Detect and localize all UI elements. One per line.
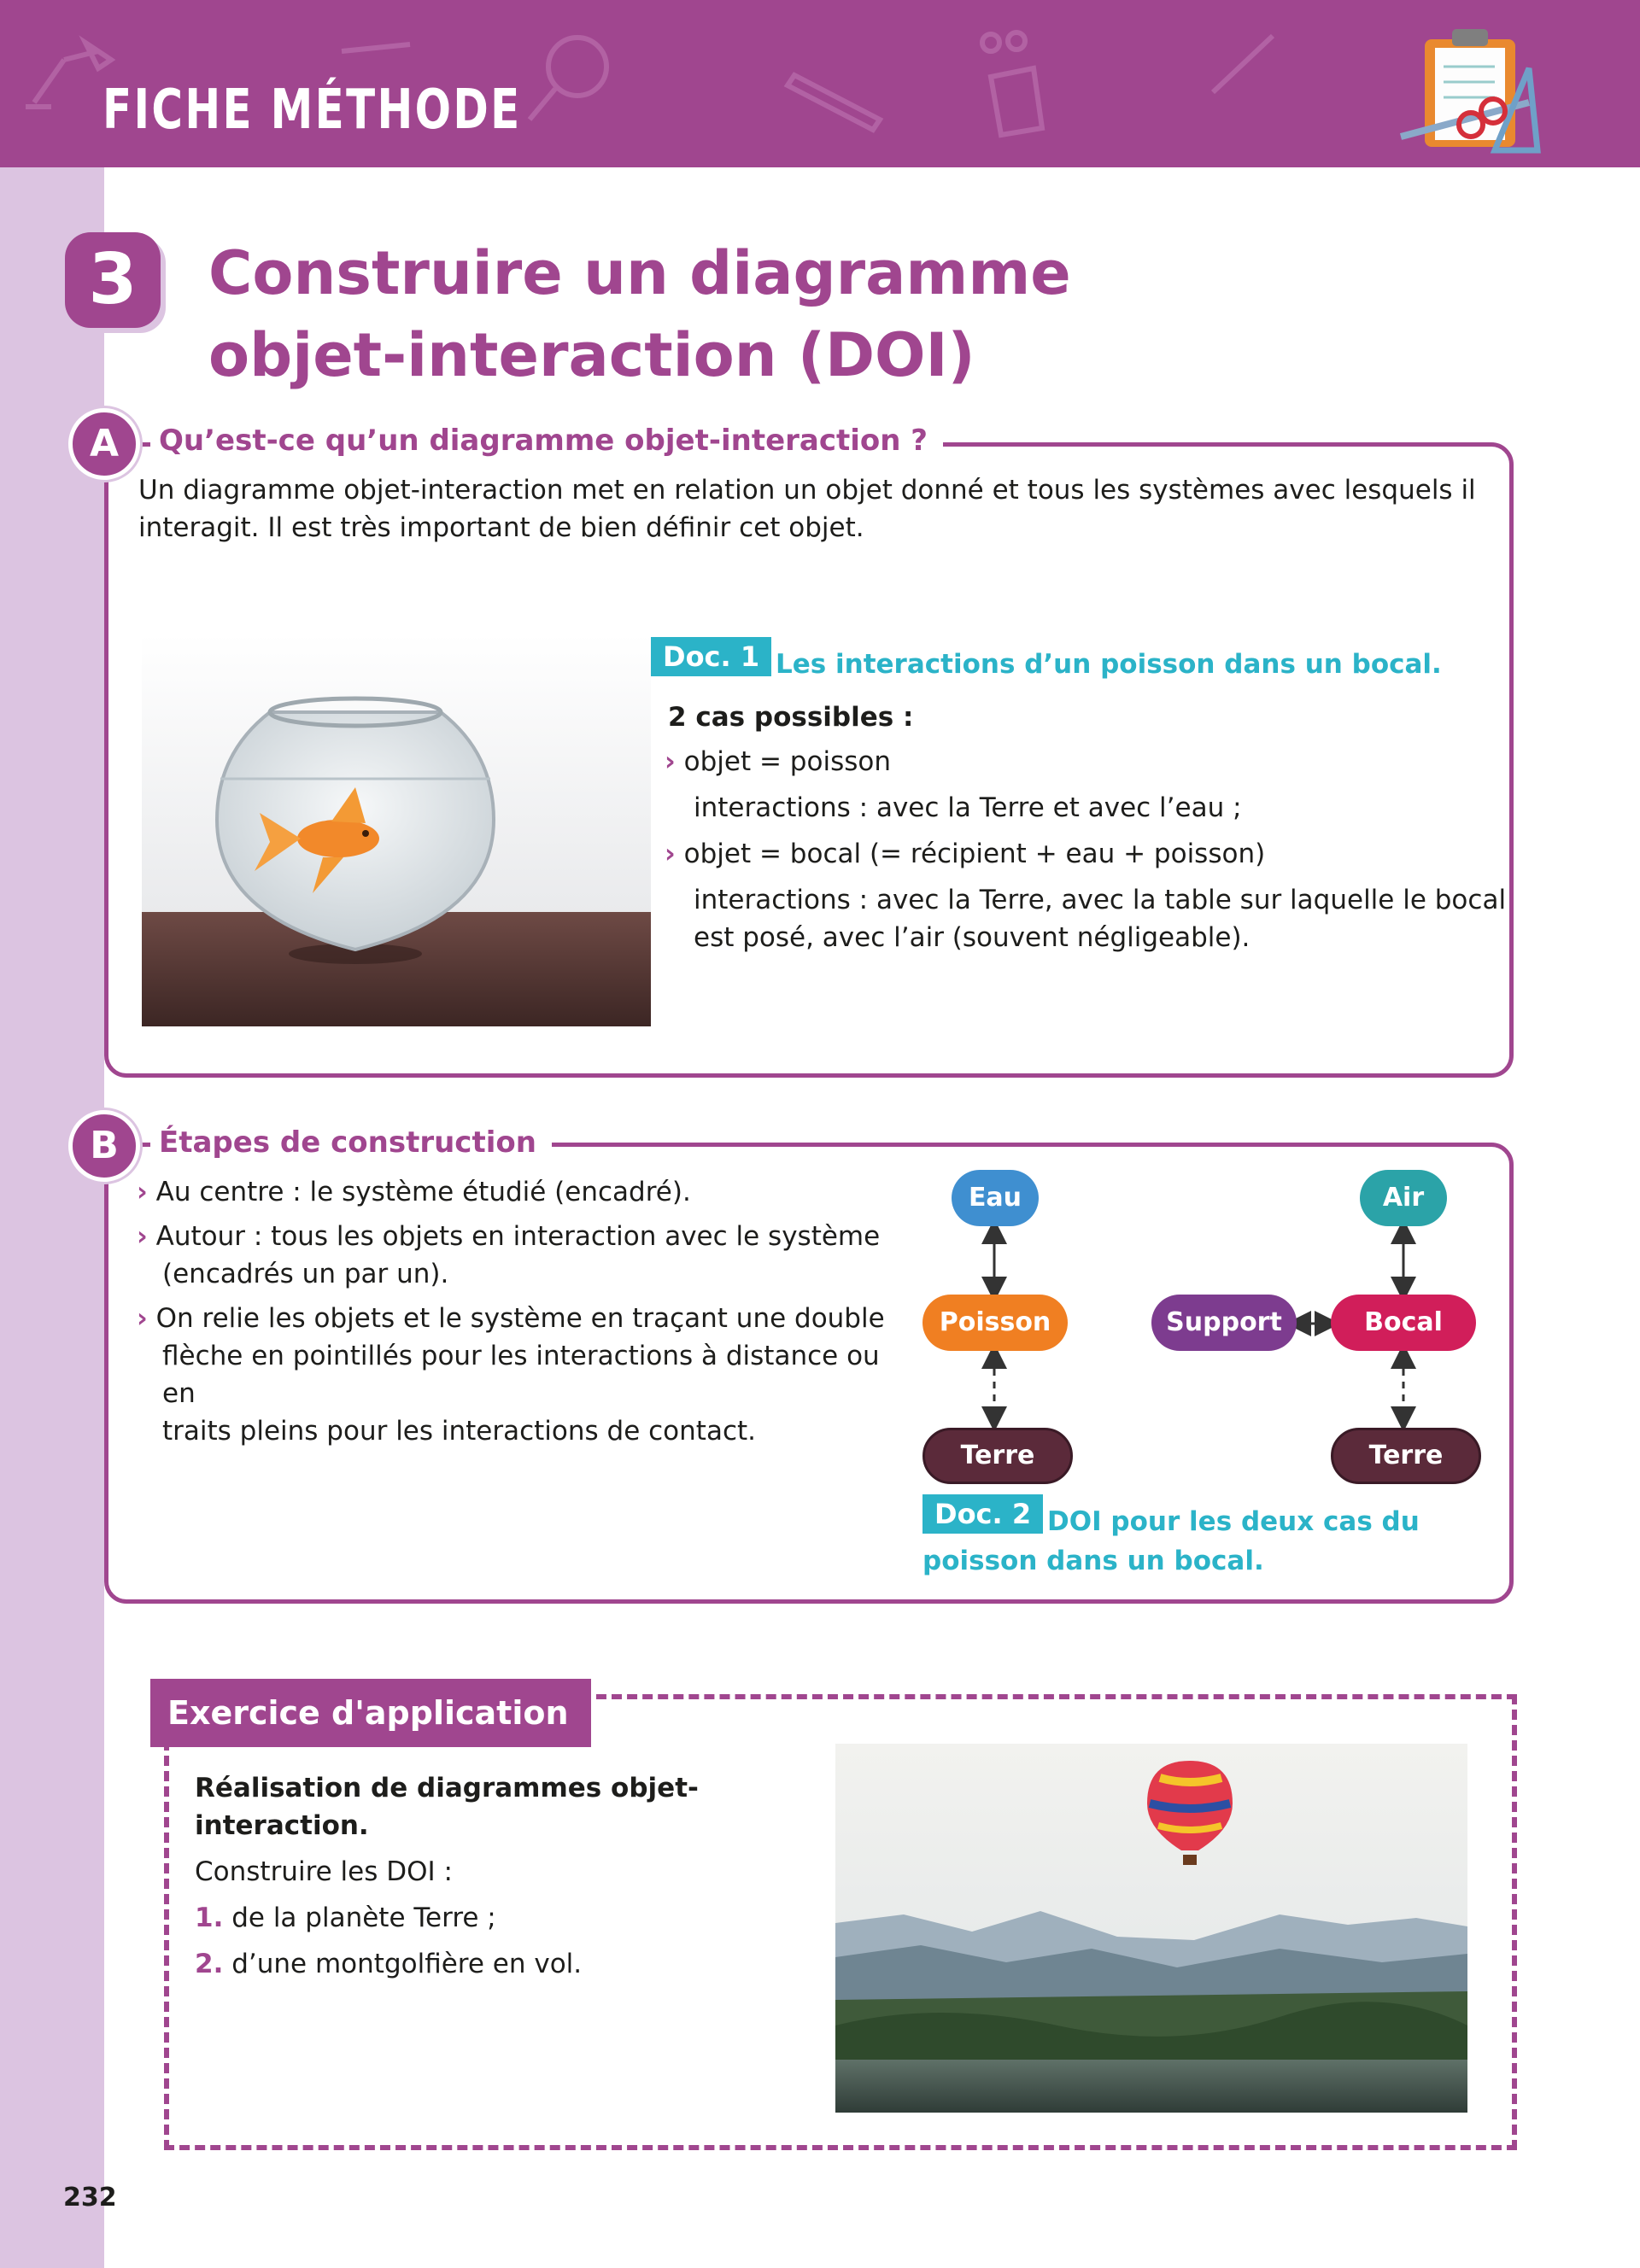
step2-text-line1: Autour : tous les objets en interaction avec le système bbox=[155, 1221, 881, 1252]
node-terre-left: Terre bbox=[922, 1428, 1073, 1484]
fiche-number-badge: 3 bbox=[65, 232, 161, 328]
section-a-heading: Qu’est-ce qu’un diagramme objet-interaction ? bbox=[150, 424, 943, 458]
doc1-case1-object: objet = poisson bbox=[683, 746, 891, 777]
exercise-item-2-text: d’une montgolfière en vol. bbox=[231, 1949, 583, 1979]
doc1-case2-interactions-line1: interactions : avec la Terre, avec la table sur laquelle le bocal bbox=[694, 885, 1507, 915]
fishbowl-photo bbox=[142, 634, 651, 1026]
page-title-line1: Construire un diagramme bbox=[208, 238, 1071, 308]
exercise-item-1 bbox=[195, 1899, 810, 1937]
exercise-item-1-text: de la planète Terre ; bbox=[231, 1903, 496, 1933]
doc2-caption-line1: DOI pour les deux cas du bbox=[1047, 1506, 1420, 1537]
section-b-heading: Étapes de construction bbox=[150, 1125, 552, 1160]
doc1-tag: Doc. 1 bbox=[651, 637, 771, 676]
node-support: Support bbox=[1151, 1295, 1297, 1351]
node-air: Air bbox=[1360, 1170, 1447, 1226]
exercise-instruction: Construire les DOI : bbox=[195, 1856, 453, 1887]
ruler-icon bbox=[788, 75, 880, 130]
section-b-steps bbox=[137, 1173, 888, 1450]
doc1-case2 bbox=[665, 835, 1265, 873]
pencil-icon bbox=[342, 44, 410, 51]
step-item bbox=[137, 1173, 888, 1211]
exercise-item-1-number: 1. bbox=[195, 1903, 224, 1933]
node-poisson: Poisson bbox=[922, 1295, 1068, 1351]
pen-icon bbox=[1213, 36, 1273, 92]
clipboard-icon bbox=[1401, 29, 1538, 150]
chevron-right-icon: › bbox=[665, 839, 676, 869]
doc1-subtitle: 2 cas possibles : bbox=[668, 702, 914, 733]
page-number: 232 bbox=[63, 2183, 117, 2212]
doc1-case2-object: objet = bocal (= récipient + eau + poisson) bbox=[683, 839, 1266, 869]
doc1-case1 bbox=[665, 743, 891, 780]
doc1-case2-interactions bbox=[694, 881, 1506, 956]
node-bocal: Bocal bbox=[1331, 1295, 1476, 1351]
page-title bbox=[208, 232, 1233, 396]
header-banner bbox=[0, 0, 1640, 167]
banner-title: FICHE MÉTHODE bbox=[102, 79, 522, 142]
section-b-letter: B bbox=[68, 1110, 140, 1182]
section-a-intro bbox=[138, 471, 1488, 547]
exercise-item-2-number: 2. bbox=[195, 1949, 224, 1979]
step1-text: Au centre : le système étudié (encadré). bbox=[155, 1177, 691, 1207]
chevron-right-icon: › bbox=[665, 746, 676, 777]
chevron-right-icon: › bbox=[137, 1177, 148, 1207]
doc2-caption-line2: poisson dans un bocal. bbox=[922, 1546, 1264, 1576]
step3-text-line1: On relie les objets et le système en traçant une double bbox=[155, 1303, 885, 1334]
left-sidebar-strip bbox=[0, 167, 104, 2268]
doc1-case2-interactions-line2: est posé, avec l’air (souvent négligeable). bbox=[694, 922, 1250, 953]
pencil-cup-icon bbox=[982, 32, 1042, 135]
magnifier-icon bbox=[530, 38, 606, 120]
lamp-icon bbox=[26, 43, 111, 107]
exercise-text bbox=[195, 1769, 810, 1983]
exercise-title: Réalisation de diagrammes objet-interaction. bbox=[195, 1773, 699, 1841]
node-eau: Eau bbox=[952, 1170, 1039, 1226]
node-terre-right: Terre bbox=[1331, 1428, 1481, 1484]
step3-text-line2: flèche en pointillés pour les interactions à distance ou en bbox=[162, 1341, 880, 1409]
doc1-caption: Les interactions d’un poisson dans un bocal. bbox=[776, 649, 1442, 680]
chevron-right-icon: › bbox=[137, 1303, 148, 1334]
chevron-right-icon: › bbox=[137, 1221, 148, 1252]
exercise-item-2 bbox=[195, 1945, 810, 1983]
doc1-case1-interactions: interactions : avec la Terre et avec l’eau ; bbox=[694, 792, 1242, 823]
step-item bbox=[137, 1218, 888, 1293]
doc2-tag: Doc. 2 bbox=[922, 1494, 1043, 1534]
step-item bbox=[137, 1300, 888, 1450]
exercise-tab: Exercice d'application bbox=[150, 1679, 591, 1747]
section-a-intro-line1: Un diagramme objet-interaction met en relation un objet donné et tous les systèmes avec lesquels il bbox=[138, 475, 1476, 506]
section-a-intro-line2: interagit. Il est très important de bien définir cet objet. bbox=[138, 512, 864, 543]
page-title-line2: objet-interaction (DOI) bbox=[208, 320, 975, 390]
balloon-landscape-photo bbox=[835, 1744, 1467, 2113]
section-a-letter: A bbox=[68, 408, 140, 480]
step2-text-line2: (encadrés un par un). bbox=[162, 1259, 449, 1289]
step3-text-line3: traits pleins pour les interactions de contact. bbox=[162, 1416, 757, 1447]
